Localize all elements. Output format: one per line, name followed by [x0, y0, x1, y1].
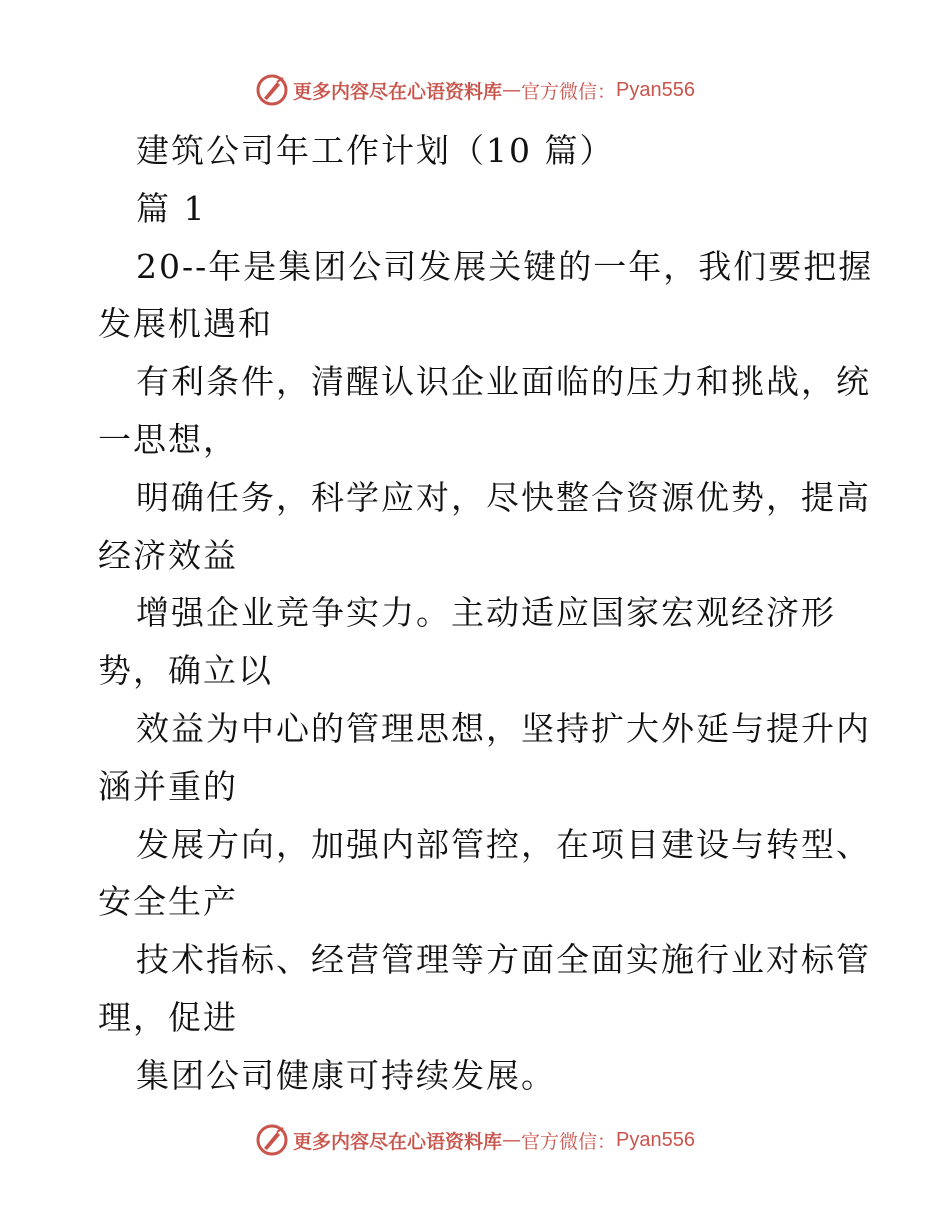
paragraph-line: 一思想，	[98, 419, 238, 459]
paragraph-line: 增强企业竞争实力。主动适应国家宏观经济形	[136, 593, 836, 633]
paragraph-line: 发展方向，加强内部管控，在项目建设与转型、	[136, 824, 871, 864]
paragraph-line: 集团公司健康可持续发展。	[136, 1055, 556, 1095]
watermark-wechat-id: Pyan556	[616, 1128, 695, 1151]
watermark-brand: 更多内容尽在心语资料库	[293, 1130, 503, 1153]
section-label: 篇 1	[136, 188, 207, 228]
document-body	[98, 122, 874, 1105]
paragraph-line: 经济效益	[98, 535, 238, 575]
paragraph-line: 发展机遇和	[98, 304, 273, 344]
paragraph-line: 涵并重的	[98, 766, 238, 806]
quill-logo-icon	[255, 73, 289, 107]
paragraph-line: 效益为中心的管理思想，坚持扩大外延与提升内	[136, 708, 871, 748]
quill-logo-icon	[255, 1123, 289, 1157]
watermark-brand: 更多内容尽在心语资料库	[293, 80, 503, 103]
watermark-separator: —	[502, 79, 522, 101]
paragraph-line: 势，确立以	[98, 651, 273, 691]
paragraph-line: 有利条件，清醒认识企业面临的压力和挑战，统	[136, 362, 871, 402]
paragraph-line: 明确任务，科学应对，尽快整合资源优势，提高	[136, 477, 871, 517]
paragraph-line: 技术指标、经营管理等方面全面实施行业对标管	[136, 940, 871, 980]
watermark-footer	[0, 1120, 950, 1160]
watermark-header	[0, 70, 950, 110]
watermark-official-label: 官方微信：	[521, 1130, 617, 1153]
paragraph-line: 安全生产	[98, 882, 238, 922]
paragraph-line: 理，促进	[98, 997, 238, 1037]
document-title: 建筑公司年工作计划（10 篇）	[136, 131, 615, 170]
watermark-wechat-id: Pyan556	[616, 78, 695, 101]
watermark-separator: —	[502, 1129, 522, 1151]
watermark-official-label: 官方微信：	[521, 80, 617, 103]
paragraph-line: 20--年是集团公司发展关键的一年，我们要把握	[136, 246, 874, 286]
